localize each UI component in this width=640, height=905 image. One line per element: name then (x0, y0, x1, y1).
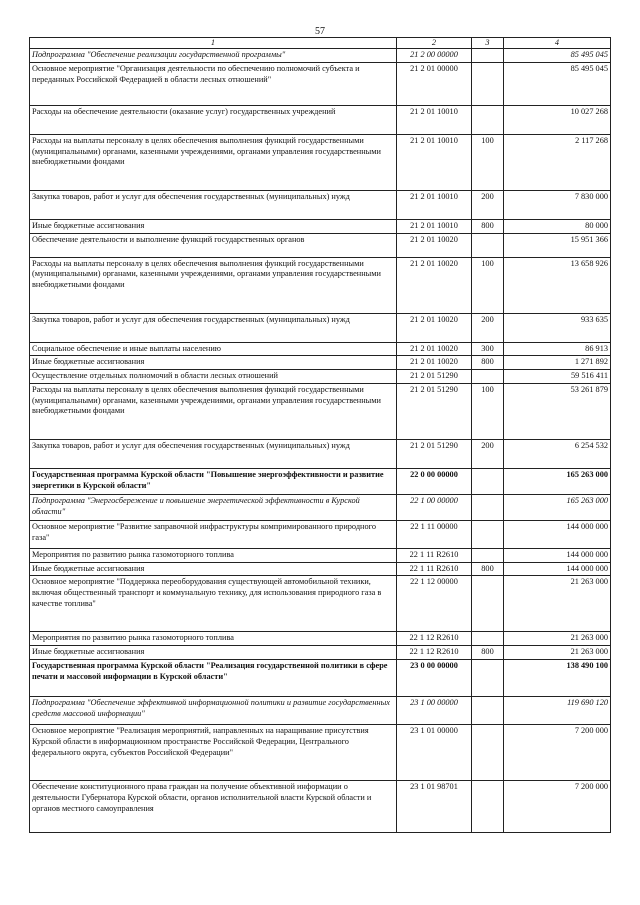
cell-type (472, 520, 504, 548)
cell-name: Расходы на выплаты персоналу в целях обеспечения выполнения функций государственными (муниципальными) органами, казенными учреждениями, органами управления государственными внебюджетными фондами (30, 257, 397, 313)
cell-code: 22 1 00 00000 (397, 494, 472, 520)
cell-type: 300 (472, 342, 504, 356)
table-row (30, 356, 611, 370)
cell-type (472, 548, 504, 562)
cell-code: 22 1 12 00000 (397, 576, 472, 632)
table-row (30, 219, 611, 233)
cell-type: 800 (472, 646, 504, 660)
cell-code: 21 2 01 10020 (397, 313, 472, 342)
cell-type (472, 105, 504, 134)
table-row (30, 646, 611, 660)
header-cell-name: 1 (30, 38, 397, 49)
cell-sum: 119 690 120 (504, 697, 611, 725)
cell-code: 21 2 01 51290 (397, 383, 472, 439)
cell-sum: 21 263 000 (504, 632, 611, 646)
cell-code: 21 2 01 51290 (397, 370, 472, 384)
page-number: 57 (315, 26, 325, 37)
cell-sum: 85 495 045 (504, 49, 611, 63)
cell-type: 800 (472, 562, 504, 576)
cell-sum: 13 658 926 (504, 257, 611, 313)
cell-name: Мероприятия по развитию рынка газомоторного топлива (30, 632, 397, 646)
table-row (30, 520, 611, 548)
cell-type: 800 (472, 356, 504, 370)
cell-name: Подпрограмма "Обеспечение реализации государственной программы" (30, 49, 397, 63)
table-row (30, 494, 611, 520)
cell-type: 100 (472, 257, 504, 313)
table-row (30, 725, 611, 781)
cell-sum: 144 000 000 (504, 520, 611, 548)
cell-code: 23 1 01 00000 (397, 725, 472, 781)
cell-name: Основное мероприятие "Поддержка переоборудования существующей автомобильной техники, включая общественный транспорт и коммунальную технику, для использования природного газа в качестве топлива" (30, 576, 397, 632)
cell-name: Обеспечение деятельности и выполнение функций государственных органов (30, 233, 397, 257)
cell-name: Основное мероприятие "Реализация мероприятий, направленных на наращивание присутствия Курской области в информационном пространстве Российской Федерации, Центрального федерального округа, субъектов Российской Федерации" (30, 725, 397, 781)
budget-table (29, 37, 611, 833)
cell-sum: 80 000 (504, 219, 611, 233)
cell-name: Иные бюджетные ассигнования (30, 356, 397, 370)
table-row (30, 439, 611, 468)
cell-name: Государственная программа Курской области "Реализация государственной политики в сфере печати и массовой информации в Курской области" (30, 660, 397, 697)
cell-type (472, 725, 504, 781)
table-row (30, 190, 611, 219)
table-row (30, 233, 611, 257)
cell-type (472, 697, 504, 725)
cell-sum: 144 000 000 (504, 548, 611, 562)
cell-code: 22 1 11 R2610 (397, 548, 472, 562)
cell-sum: 53 261 879 (504, 383, 611, 439)
cell-code: 23 1 00 00000 (397, 697, 472, 725)
cell-code: 21 2 01 10020 (397, 342, 472, 356)
cell-name: Социальное обеспечение и иные выплаты населению (30, 342, 397, 356)
cell-code: 21 2 01 10010 (397, 105, 472, 134)
cell-type (472, 494, 504, 520)
cell-sum: 10 027 268 (504, 105, 611, 134)
table-row (30, 370, 611, 384)
cell-name: Закупка товаров, работ и услуг для обеспечения государственных (муниципальных) нужд (30, 439, 397, 468)
cell-sum: 165 263 000 (504, 468, 611, 494)
cell-code: 21 2 01 10020 (397, 233, 472, 257)
table-header-row (30, 38, 611, 49)
table-row (30, 49, 611, 63)
cell-type (472, 49, 504, 63)
cell-code: 22 1 12 R2610 (397, 632, 472, 646)
table-row (30, 383, 611, 439)
cell-name: Иные бюджетные ассигнования (30, 646, 397, 660)
cell-code: 22 0 00 00000 (397, 468, 472, 494)
header-cell-sum: 4 (504, 38, 611, 49)
table-row (30, 576, 611, 632)
cell-type: 200 (472, 439, 504, 468)
cell-name: Закупка товаров, работ и услуг для обеспечения государственных (муниципальных) нужд (30, 190, 397, 219)
cell-type (472, 781, 504, 833)
cell-code: 21 2 01 10020 (397, 356, 472, 370)
cell-code: 23 0 00 00000 (397, 660, 472, 697)
cell-type: 100 (472, 134, 504, 190)
cell-name: Закупка товаров, работ и услуг для обеспечения государственных (муниципальных) нужд (30, 313, 397, 342)
table-row (30, 134, 611, 190)
cell-code: 23 1 01 98701 (397, 781, 472, 833)
cell-name: Расходы на обеспечение деятельности (оказание услуг) государственных учреждений (30, 105, 397, 134)
header-cell-code: 2 (397, 38, 472, 49)
cell-sum: 21 263 000 (504, 646, 611, 660)
cell-sum: 15 951 366 (504, 233, 611, 257)
cell-code: 21 2 01 10020 (397, 257, 472, 313)
table-row (30, 313, 611, 342)
table-row (30, 632, 611, 646)
cell-sum: 933 635 (504, 313, 611, 342)
cell-type (472, 632, 504, 646)
cell-code: 21 2 01 10010 (397, 219, 472, 233)
cell-sum: 138 490 100 (504, 660, 611, 697)
cell-type (472, 468, 504, 494)
cell-type (472, 660, 504, 697)
cell-name: Мероприятия по развитию рынка газомоторного топлива (30, 548, 397, 562)
cell-code: 21 2 01 51290 (397, 439, 472, 468)
cell-sum: 7 830 000 (504, 190, 611, 219)
cell-type: 800 (472, 219, 504, 233)
header-cell-type: 3 (472, 38, 504, 49)
table-row (30, 468, 611, 494)
cell-sum: 7 200 000 (504, 725, 611, 781)
cell-sum: 21 263 000 (504, 576, 611, 632)
cell-name: Иные бюджетные ассигнования (30, 562, 397, 576)
cell-type: 200 (472, 190, 504, 219)
cell-type (472, 233, 504, 257)
table-row (30, 562, 611, 576)
table-row (30, 548, 611, 562)
cell-type (472, 62, 504, 105)
cell-sum: 1 271 892 (504, 356, 611, 370)
cell-sum: 7 200 000 (504, 781, 611, 833)
table-row (30, 105, 611, 134)
cell-code: 21 2 01 10010 (397, 190, 472, 219)
cell-name: Государственная программа Курской области "Повышение энергоэффективности и развитие энергетики в Курской области" (30, 468, 397, 494)
cell-sum: 86 913 (504, 342, 611, 356)
cell-name: Основное мероприятие "Организация деятельности по обеспечению полномочий субъекта и переданных Российской Федерацией в области лесных отношений" (30, 62, 397, 105)
cell-type: 100 (472, 383, 504, 439)
cell-name: Осуществление отдельных полномочий в области лесных отношений (30, 370, 397, 384)
cell-sum: 2 117 268 (504, 134, 611, 190)
cell-name: Расходы на выплаты персоналу в целях обеспечения выполнения функций государственными (муниципальными) органами, казенными учреждениями, органами управления государственными внебюджетными фондами (30, 383, 397, 439)
cell-code: 22 1 11 00000 (397, 520, 472, 548)
cell-type (472, 370, 504, 384)
cell-sum: 59 516 411 (504, 370, 611, 384)
cell-code: 21 2 01 10010 (397, 134, 472, 190)
cell-name: Основное мероприятие "Развитие заправочной инфраструктуры компримированного природного газа" (30, 520, 397, 548)
cell-code: 21 2 01 00000 (397, 62, 472, 105)
cell-code: 21 2 00 00000 (397, 49, 472, 63)
cell-name: Расходы на выплаты персоналу в целях обеспечения выполнения функций государственными (муниципальными) органами, казенными учреждениями, органами управления государственными внебюджетными фондами (30, 134, 397, 190)
cell-name: Подпрограмма "Энергосбережение и повышение энергетической эффективности в Курской области" (30, 494, 397, 520)
cell-sum: 144 000 000 (504, 562, 611, 576)
table-row (30, 257, 611, 313)
cell-sum: 6 254 532 (504, 439, 611, 468)
table-row (30, 781, 611, 833)
table-row (30, 342, 611, 356)
cell-name: Обеспечение конституционного права граждан на получение объективной информации о деятельности Губернатора Курской области, органов исполнительной власти Курской области и органов местного самоуправления (30, 781, 397, 833)
table-row (30, 697, 611, 725)
cell-name: Подпрограмма "Обеспечение эффективной информационной политики и развитие государственных средств массовой информации" (30, 697, 397, 725)
table-row (30, 660, 611, 697)
cell-code: 22 1 11 R2610 (397, 562, 472, 576)
cell-name: Иные бюджетные ассигнования (30, 219, 397, 233)
cell-sum: 165 263 000 (504, 494, 611, 520)
cell-code: 22 1 12 R2610 (397, 646, 472, 660)
cell-sum: 85 495 045 (504, 62, 611, 105)
cell-type (472, 576, 504, 632)
cell-type: 200 (472, 313, 504, 342)
table-row (30, 62, 611, 105)
